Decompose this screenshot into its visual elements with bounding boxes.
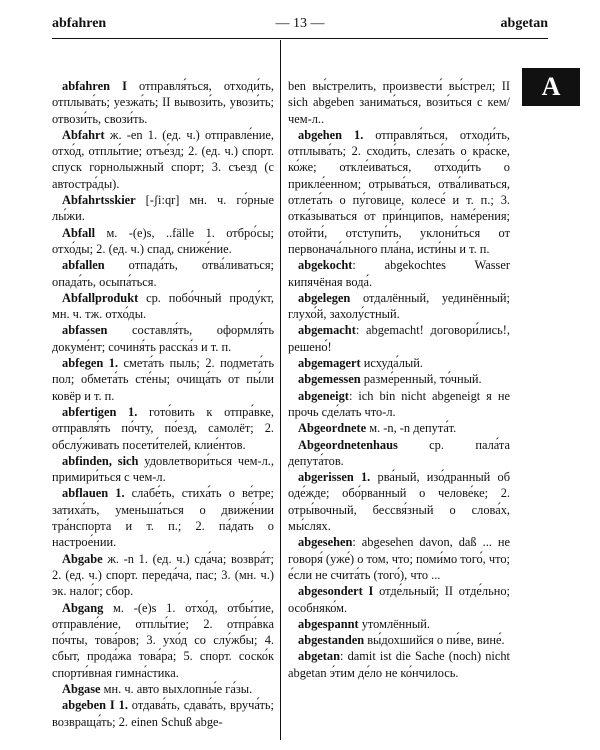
dictionary-entry — [52, 322, 274, 355]
entry-definition: отдалённый, уединённый; глухо́й, захолу́стный. — [288, 290, 510, 322]
dictionary-entry — [288, 437, 510, 470]
entry-definition: ben вы́стрелить, произвести́ вы́стрел; II sich abgeben занима́ться, вози́ться с кем/чем-л.. — [288, 79, 510, 126]
entry-definition: ж. -n 1. (ед. ч.) сда́ча; возвра́т; 2. (ед. ч.) спорт. переда́ча, пас; 3. (мн. ч.) эк. нало́г; сбор. — [52, 551, 274, 599]
dictionary-entry — [52, 453, 274, 486]
dictionary-entry — [52, 127, 274, 192]
dictionary-entry — [52, 192, 274, 225]
entry-definition: отправля́ться, отходи́ть, отплыва́ть; уезжа́ть; II вывози́ть, увози́ть; отвози́ть, свози́ть. — [52, 79, 274, 126]
right-column — [288, 78, 510, 681]
entry-headword: abfahren I — [62, 79, 127, 93]
entry-headword: abfinden, sich — [62, 453, 139, 468]
entry-definition: м. -(e)s, ..fälle 1. отбро́сы; отхо́ды; 2. (ед. ч.) спад, сниже́ние. — [52, 225, 274, 256]
entry-headword: Abfahrtsskier — [62, 193, 136, 208]
left-column — [52, 78, 274, 730]
dictionary-entry — [52, 485, 274, 550]
entry-headword: Abfallprodukt — [62, 290, 139, 305]
entry-headword: Abgabe — [62, 551, 103, 566]
dictionary-entry — [52, 355, 274, 404]
entry-definition: [-ʃi:qr] мн. ч. го́рные лы́жи. — [52, 193, 274, 224]
dictionary-entry — [288, 583, 510, 616]
entry-headword: abfassen — [62, 323, 108, 338]
dictionary-entry — [52, 681, 274, 697]
entry-headword: abgehen 1. — [298, 127, 364, 142]
dictionary-entry — [52, 551, 274, 600]
entry-definition: удовлетвори́ться чем-л., примири́ться с чем-л. — [52, 453, 274, 485]
entry-headword: abgeneigt — [298, 388, 349, 403]
entry-definition: : abgesehen davon, daß ... не говоря́ (уже́) о том, что; поми́мо того́, что; е́сли не счита́ть (того́), что ... — [288, 535, 510, 582]
entry-headword: Abgang — [62, 600, 104, 615]
dictionary-entry — [288, 632, 510, 648]
dictionary-entry — [52, 404, 274, 453]
header-rule — [52, 38, 548, 39]
dictionary-entry — [288, 534, 510, 583]
dictionary-entry — [288, 469, 510, 534]
entry-headword: Abgase — [62, 681, 101, 696]
entry-headword: abgesondert I — [298, 584, 374, 599]
entry-definition: ж. -en 1. (ед. ч.) отправле́ние, отхо́д, отплы́тие; отъе́зд; 2. (ед. ч.) спорт. спуск горнолыжный спорт; 3. съезд (с автостра́ды). — [52, 127, 274, 191]
dictionary-entry — [288, 616, 510, 632]
entry-headword: abfertigen 1. — [62, 404, 138, 419]
entry-definition: смета́ть пыль; 2. подмета́ть пол; обмета́ть сте́ны; очища́ть от пы́ли ковёр и т. п. — [52, 356, 274, 403]
entry-headword: abgemagert — [298, 356, 361, 371]
dictionary-entry — [288, 290, 510, 323]
entry-headword: abgestanden — [298, 633, 365, 648]
entry-definition: ср. пала́та депута́тов. — [288, 437, 510, 468]
entry-headword: Abgeordnete — [298, 421, 367, 436]
entry-definition: рва́ный, изо́дранный об оде́жде; обо́рванный о челове́ке; 2. отры́вочный, бессвя́зный о слова́х, мы́слях. — [288, 470, 510, 534]
right-guideword: abgetan — [500, 16, 548, 31]
entry-headword: Abfahrt — [62, 127, 105, 142]
entry-headword: abgemessen — [298, 372, 361, 387]
entry-headword: abgesehen — [298, 535, 353, 550]
entry-headword: Abfall — [62, 225, 96, 240]
dictionary-entry — [288, 355, 510, 371]
entry-headword: abgerissen 1. — [298, 470, 371, 485]
entry-definition: составля́ть, оформля́ть докуме́нт; сочиня́ть расска́з и т. п. — [52, 323, 274, 354]
entry-definition: разме́ренный, то́чный. — [360, 372, 482, 387]
page-header — [52, 14, 548, 36]
entry-headword: abfegen 1. — [62, 356, 119, 371]
entry-definition: утомлённый. — [358, 616, 430, 631]
entry-headword: abgemacht — [298, 323, 356, 338]
entry-definition: вы́дохшийся о пи́ве, вине́. — [364, 633, 505, 648]
entry-headword: abgeben I 1. — [62, 698, 128, 713]
dictionary-entry — [52, 290, 274, 323]
entry-headword: abflauen 1. — [62, 486, 125, 501]
entry-definition: отде́льный; II отде́льно; особняко́м. — [288, 584, 510, 615]
entry-definition: : ich bin nicht abgeneigt я не прочь сде́лать что-л. — [288, 388, 510, 419]
entry-definition: исхуда́лый. — [360, 356, 423, 371]
dictionary-entry — [288, 322, 510, 355]
dictionary-entry — [52, 78, 274, 127]
entry-headword: abgelegen — [298, 290, 351, 305]
entry-definition: м. -n, -n депута́т. — [366, 421, 457, 436]
entry-definition: слабе́ть, стиха́ть о ве́тре; затиха́ть, уменьша́ться о движе́нии тра́нспорта и т. п.; 2. па́дать о настрое́нии. — [52, 486, 274, 550]
entry-definition: отпада́ть, отва́ливаться; опада́ть, осыпа́ться. — [52, 258, 274, 289]
dictionary-entry — [288, 78, 510, 127]
entry-definition: гото́вить к отпра́вке, отправля́ть по́чту, по́езд, самолёт; 2. обслу́живать посети́телей, клие́нтов. — [52, 404, 274, 452]
entry-definition: : damit ist die Sache (noch) nicht abgetan э́тим де́ло не ко́нчилось. — [288, 649, 510, 680]
entry-headword: Abgeordnetenhaus — [298, 437, 398, 452]
dictionary-entry — [52, 697, 274, 730]
entry-definition: отдава́ть, сдава́ть, вруча́ть; возвраща́ть; 2. einen Schuß abge- — [52, 698, 274, 729]
dictionary-entry — [52, 600, 274, 681]
entry-definition: ср. побо́чный проду́кт, мн. ч. тж. отхо́ды. — [52, 290, 274, 322]
entry-headword: abfallen — [62, 258, 105, 273]
left-guideword: abfahren — [52, 16, 107, 31]
column-divider — [280, 40, 281, 740]
dictionary-entry — [288, 388, 510, 421]
entry-definition: отправля́ться, отходи́ть, отплыва́ть; 2. сходи́ть, слеза́ть о кра́ске, ко́же; откле́иваться, отходи́ть о прикле́енном; отрыва́ться, отва́ливаться, отлета́ть о пу́говице, колесе́ и т. п.; 3. отка́зываться от при́нципов, наме́рения; отойти́, отступи́ть, уклони́ться от первонача́льного пла́на, исти́ны и т. п. — [288, 127, 510, 256]
entry-headword: abgespannt — [298, 616, 359, 631]
page-number: — 13 — — [275, 16, 325, 31]
dictionary-entry — [52, 257, 274, 290]
dictionary-entry — [288, 371, 510, 387]
dictionary-entry — [288, 648, 510, 681]
dictionary-entry — [288, 420, 510, 436]
entry-definition: м. -(e)s 1. отхо́д, отбы́тие, отправле́ние, отплы́тие; 2. отпра́вка по́чты, това́ров; 3. ухо́д со слу́жбы; 4. сбыт, прода́жа това́ра; 5. спорт. соско́к спорти́вная гимна́стика. — [52, 600, 274, 680]
entry-headword: abgetan — [298, 649, 340, 664]
dictionary-entry — [288, 127, 510, 257]
thumb-index-tab: A — [522, 68, 580, 106]
dictionary-entry — [52, 225, 274, 258]
entry-headword: abgekocht — [298, 258, 353, 273]
entry-definition: : abgekochtes Wasser кипячёная вода́. — [288, 258, 510, 289]
dictionary-entry — [288, 257, 510, 290]
entry-definition: : abgemacht! договори́лись!, решено́! — [288, 323, 510, 354]
entry-definition: мн. ч. авто выхлопны́е га́зы. — [100, 681, 253, 696]
